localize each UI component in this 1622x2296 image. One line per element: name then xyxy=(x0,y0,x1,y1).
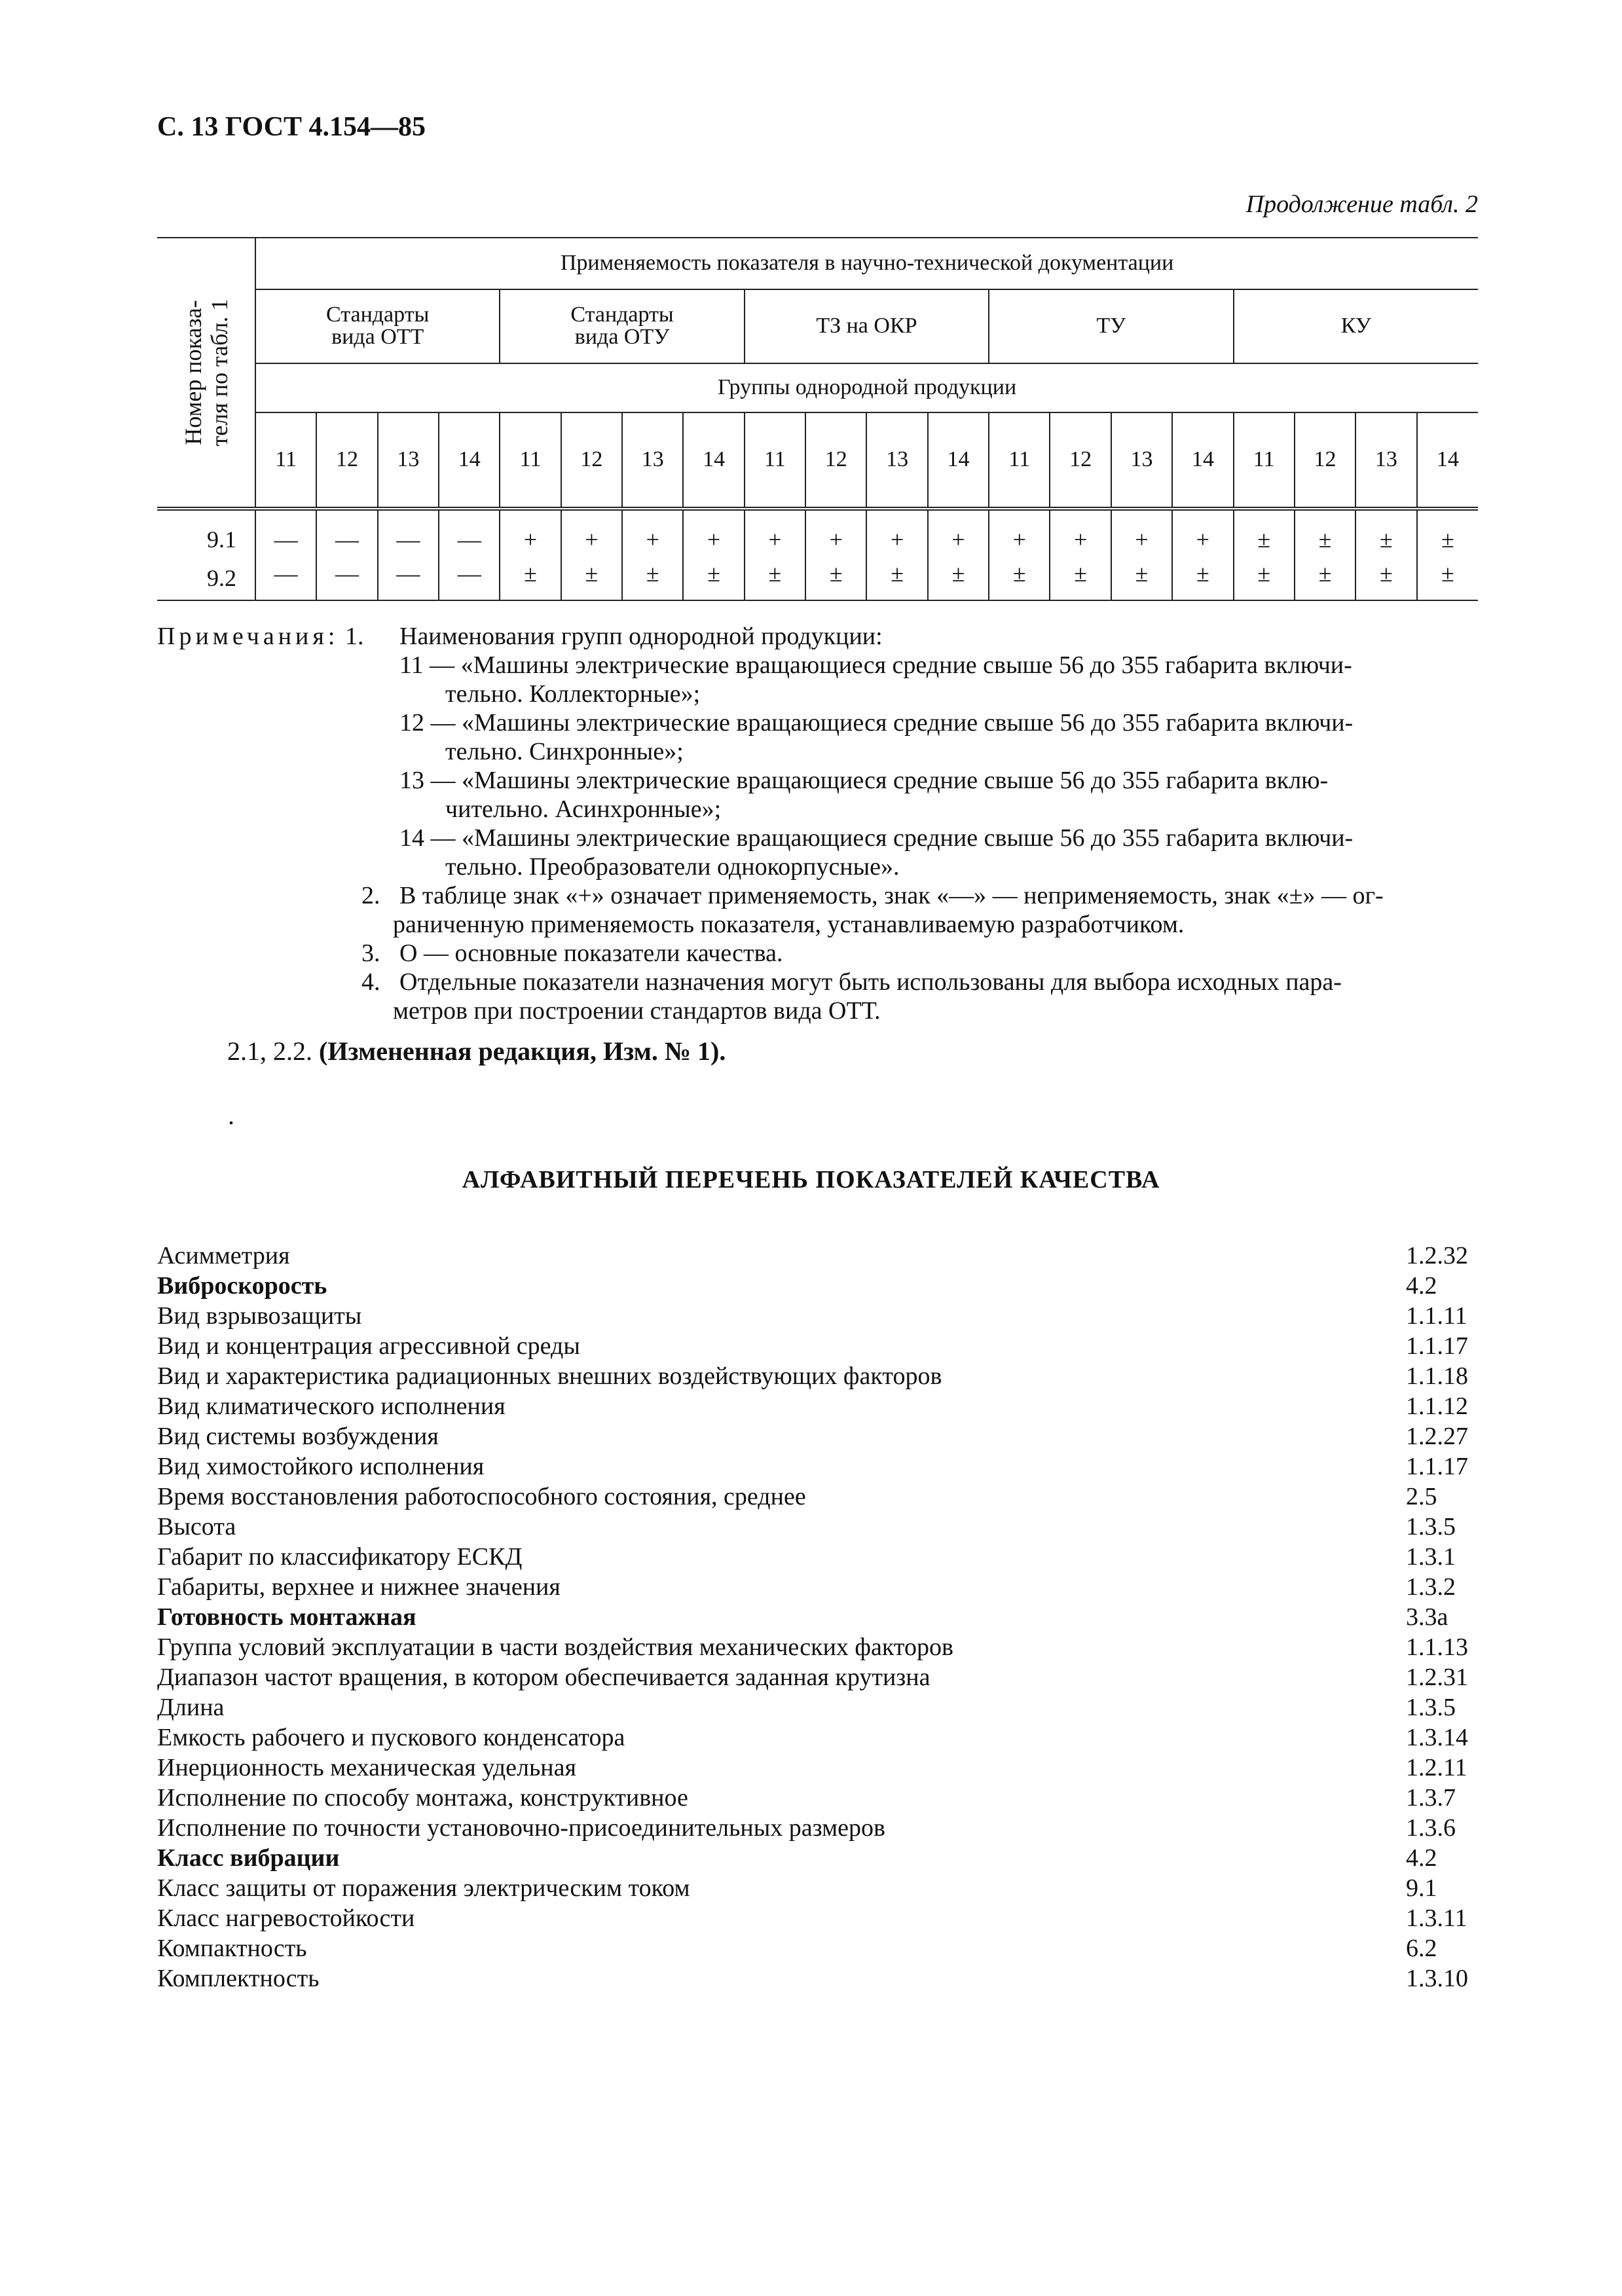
index-ref: 1.3.7 xyxy=(1406,1784,1456,1812)
index-term: Компактность xyxy=(157,1935,307,1962)
table-cell: — xyxy=(255,509,316,556)
table-cell: + xyxy=(561,509,622,556)
group-number-cell: 12 xyxy=(1295,412,1355,509)
notes xyxy=(157,622,1478,1025)
index-entry xyxy=(157,1662,1478,1692)
index-term: Габариты, верхнее и нижнее значения xyxy=(157,1573,561,1601)
index-ref: 1.2.27 xyxy=(1406,1423,1468,1450)
table-cell: ± xyxy=(1111,556,1172,600)
index-ref: 1.1.11 xyxy=(1406,1302,1467,1330)
row-label: 9.2 xyxy=(157,556,255,600)
table-cell: ± xyxy=(1172,556,1233,600)
index-term: Виброскорость xyxy=(157,1272,327,1300)
index-ref: 6.2 xyxy=(1406,1935,1437,1962)
index-entry xyxy=(157,1903,1478,1933)
table-cell: + xyxy=(745,509,805,556)
index-term: Исполнение по точности установочно-присоединительных размеров xyxy=(157,1814,885,1842)
index-list xyxy=(157,1241,1478,1994)
doc-type-header: Стандарты вида ОТТ xyxy=(255,289,500,363)
index-entry xyxy=(157,1843,1478,1873)
group-number-cell: 14 xyxy=(928,412,989,509)
table-row xyxy=(157,509,1478,556)
note-4-line-1: Отдельные показатели назначения могут быть использованы для выбора исходных пара- xyxy=(399,968,1342,996)
index-entry xyxy=(157,1271,1478,1301)
table-cell: ± xyxy=(1355,509,1416,556)
table-cell: + xyxy=(805,509,866,556)
index-ref: 1.2.11 xyxy=(1406,1754,1467,1781)
index-term: Емкость рабочего и пускового конденсатора xyxy=(157,1724,625,1751)
index-entry xyxy=(157,1933,1478,1963)
group-14-line-1: 14 — «Машины электрические вращающиеся средние свыше 56 до 355 габарита включи- xyxy=(399,824,1354,852)
group-number-cell: 12 xyxy=(561,412,622,509)
index-term: Асимметрия xyxy=(157,1242,290,1269)
table-cell: ± xyxy=(1050,556,1111,600)
table-cell: + xyxy=(622,509,683,556)
index-term: Вид и характеристика радиационных внешних воздействующих факторов xyxy=(157,1362,942,1390)
table-cell: + xyxy=(500,509,561,556)
table-cell: — xyxy=(378,509,439,556)
index-entry xyxy=(157,1241,1478,1271)
table-cell: + xyxy=(866,509,927,556)
index-term: Высота xyxy=(157,1513,236,1540)
index-term: Готовность монтажная xyxy=(157,1603,416,1631)
table-cell: — xyxy=(439,509,500,556)
index-ref: 1.3.10 xyxy=(1406,1965,1468,1992)
table-cell: + xyxy=(683,509,744,556)
group-number-cell: 14 xyxy=(1172,412,1233,509)
index-entry xyxy=(157,1572,1478,1602)
note-4-line-2: метров при построении стандартов вида ОТТ. xyxy=(393,997,881,1025)
index-entry xyxy=(157,1361,1478,1391)
table-cell: ± xyxy=(561,556,622,600)
index-ref: 4.2 xyxy=(1406,1272,1437,1300)
table-cell: ± xyxy=(745,556,805,600)
table-cell: ± xyxy=(1295,509,1355,556)
table-cell: ± xyxy=(1234,556,1295,600)
group-12-line-2: тельно. Синхронные»; xyxy=(445,738,684,765)
table-row xyxy=(157,556,1478,600)
row-number-header xyxy=(157,238,255,509)
row-number-header-line: теля по табл. 1 xyxy=(206,299,232,446)
table-cell: ± xyxy=(1234,509,1295,556)
table-cell: + xyxy=(989,509,1050,556)
page-header: С. 13 ГОСТ 4.154—85 xyxy=(157,112,426,142)
index-entry xyxy=(157,1391,1478,1421)
index-term: Габарит по классификатору ЕСКД xyxy=(157,1543,523,1571)
table-cell: ± xyxy=(805,556,866,600)
index-ref: 1.3.5 xyxy=(1406,1513,1456,1540)
group-number-cell: 11 xyxy=(1234,412,1295,509)
groups-header: Группы однородной продукции xyxy=(255,363,1478,412)
index-entry xyxy=(157,1451,1478,1482)
index-term: Комплектность xyxy=(157,1965,320,1992)
group-number-cell: 11 xyxy=(255,412,316,509)
index-term: Исполнение по способу монтажа, конструктивное xyxy=(157,1784,688,1812)
index-ref: 9.1 xyxy=(1406,1874,1437,1902)
index-entry xyxy=(157,1482,1478,1512)
group-number-cell: 11 xyxy=(745,412,805,509)
table-body xyxy=(157,509,1478,600)
index-term: Класс защиты от поражения электрическим током xyxy=(157,1874,690,1902)
group-number-cell: 12 xyxy=(805,412,866,509)
amendment-note xyxy=(227,1036,726,1066)
doc-type-row xyxy=(157,289,1478,363)
stray-dot: . xyxy=(228,1101,234,1130)
doc-type-header: КУ xyxy=(1234,289,1479,363)
row-label: 9.1 xyxy=(157,509,255,556)
group-number-cell: 13 xyxy=(866,412,927,509)
table-continuation-label: Продолжение табл. 2 xyxy=(1245,191,1478,218)
table-cell: + xyxy=(928,509,989,556)
index-entry xyxy=(157,1421,1478,1451)
table-cell: ± xyxy=(683,556,744,600)
index-ref: 1.1.12 xyxy=(1406,1393,1468,1420)
index-entry xyxy=(157,1753,1478,1783)
group-number-cell: 11 xyxy=(989,412,1050,509)
table-cell: — xyxy=(378,556,439,600)
doc-type-header: Стандарты вида ОТУ xyxy=(500,289,744,363)
index-ref: 1.3.11 xyxy=(1406,1904,1467,1932)
index-term: Вид системы возбуждения xyxy=(157,1423,439,1450)
index-term: Группа условий эксплуатации в части воздействия механических факторов xyxy=(157,1633,953,1661)
table-cell: — xyxy=(316,509,377,556)
index-term: Класс нагревостойкости xyxy=(157,1904,415,1932)
table-cell: ± xyxy=(1355,556,1416,600)
group-13-line-2: чительно. Асинхронные»; xyxy=(445,795,722,823)
index-ref: 1.1.13 xyxy=(1406,1633,1468,1661)
index-entry xyxy=(157,1602,1478,1632)
table-cell: ± xyxy=(622,556,683,600)
index-ref: 1.1.18 xyxy=(1406,1362,1468,1390)
index-ref: 1.2.31 xyxy=(1406,1664,1468,1691)
amendment-prefix: 2.1, 2.2. xyxy=(227,1036,312,1066)
doc-type-header: ТУ xyxy=(989,289,1233,363)
note-2-number: 2. xyxy=(361,882,380,909)
group-number-cell: 14 xyxy=(439,412,500,509)
index-entry xyxy=(157,1692,1478,1722)
group-number-cell: 13 xyxy=(1111,412,1172,509)
index-entry xyxy=(157,1722,1478,1753)
note-1: Наименования групп однородной продукции: xyxy=(399,623,883,650)
table-cell: + xyxy=(1111,509,1172,556)
note-4-number: 4. xyxy=(361,968,380,996)
index-term: Время восстановления работоспособного состояния, среднее xyxy=(157,1483,806,1510)
index-ref: 1.3.2 xyxy=(1406,1573,1456,1601)
index-entry xyxy=(157,1873,1478,1903)
group-number-cell: 13 xyxy=(1355,412,1416,509)
table-cell: ± xyxy=(866,556,927,600)
amendment-text: (Измененная редакция, Изм. № 1). xyxy=(319,1036,726,1066)
index-entry xyxy=(157,1301,1478,1331)
table-cell: + xyxy=(1050,509,1111,556)
index-ref: 2.5 xyxy=(1406,1483,1437,1510)
group-11-line-2: тельно. Коллекторные»; xyxy=(445,680,701,708)
row-number-header-text xyxy=(180,299,232,446)
index-entry xyxy=(157,1783,1478,1813)
table-cell: ± xyxy=(1441,526,1454,553)
index-term: Диапазон частот вращения, в котором обеспечивается заданная крутизна xyxy=(157,1664,931,1691)
index-ref: 3.3а xyxy=(1406,1603,1448,1631)
group-number-cell: 13 xyxy=(622,412,683,509)
applicability-table xyxy=(157,237,1478,601)
doc-type-header: ТЗ на ОКР xyxy=(745,289,989,363)
index-term: Класс вибрации xyxy=(157,1844,340,1872)
index-ref: 1.3.14 xyxy=(1406,1724,1468,1751)
table-cell: ± xyxy=(928,556,989,600)
table-cell: — xyxy=(439,556,500,600)
note-2-line-1: В таблице знак «+» означает применяемость, знак «—» — неприменяемость, знак «±» — ог- xyxy=(399,882,1384,909)
index-ref: 1.3.6 xyxy=(1406,1814,1456,1842)
table-cell: ± xyxy=(1417,556,1479,600)
index-entry xyxy=(157,1331,1478,1361)
index-ref: 4.2 xyxy=(1406,1844,1437,1872)
table-cell: ± xyxy=(500,556,561,600)
index-term: Вид и концентрация агрессивной среды xyxy=(157,1332,580,1360)
group-12-line-1: 12 — «Машины электрические вращающиеся средние свыше 56 до 355 габарита включи- xyxy=(399,709,1354,737)
notes-lead: Примечания: 1. xyxy=(157,623,364,650)
index-term: Вид химостойкого исполнения xyxy=(157,1453,485,1480)
index-entry xyxy=(157,1512,1478,1542)
index-term: Инерционность механическая удельная xyxy=(157,1754,576,1781)
index-term: Длина xyxy=(157,1694,225,1721)
index-entry xyxy=(157,1963,1478,1994)
index-ref: 1.1.17 xyxy=(1406,1332,1468,1360)
index-entry xyxy=(157,1813,1478,1843)
group-number-cell: 14 xyxy=(1417,412,1479,509)
table-cell: ± xyxy=(1295,556,1355,600)
index-title: АЛФАВИТНЫЙ ПЕРЕЧЕНЬ ПОКАЗАТЕЛЕЙ КАЧЕСТВА xyxy=(462,1166,1160,1194)
group-11-line-1: 11 — «Машины электрические вращающиеся средние свыше 56 до 355 габарита включи- xyxy=(399,651,1352,679)
note-3-number: 3. xyxy=(361,939,380,967)
index-entry xyxy=(157,1632,1478,1662)
index-ref: 1.3.5 xyxy=(1406,1694,1456,1721)
row-number-header-line: Номер показа- xyxy=(179,300,206,445)
group-number-cell: 12 xyxy=(1050,412,1111,509)
group-number-cell: 14 xyxy=(683,412,744,509)
index-term: Вид климатического исполнения xyxy=(157,1393,506,1420)
index-ref: 1.2.32 xyxy=(1406,1242,1468,1269)
applicability-header: Применяемость показателя в научно-технической документации xyxy=(255,238,1478,289)
index-term: Вид взрывозащиты xyxy=(157,1302,362,1330)
group-number-cell: 12 xyxy=(316,412,377,509)
index-ref: 1.3.1 xyxy=(1406,1543,1456,1571)
index-ref: 1.1.17 xyxy=(1406,1453,1468,1480)
group-number-row xyxy=(157,412,1478,509)
group-13-line-1: 13 — «Машины электрические вращающиеся средние свыше 56 до 355 габарита вклю- xyxy=(399,767,1329,794)
group-14-line-2: тельно. Преобразователи однокорпусные». xyxy=(445,853,900,881)
note-2-line-2: раниченную применяемость показателя, устанавливаемую разработчиком. xyxy=(393,911,1185,938)
group-number-cell: 13 xyxy=(378,412,439,509)
note-3: О — основные показатели качества. xyxy=(399,939,783,967)
group-number-cell: 11 xyxy=(500,412,561,509)
table-cell: + xyxy=(1172,509,1233,556)
index-entry xyxy=(157,1542,1478,1572)
table-cell: ± xyxy=(989,556,1050,600)
table-cell: — xyxy=(255,556,316,600)
table-cell: — xyxy=(316,556,377,600)
